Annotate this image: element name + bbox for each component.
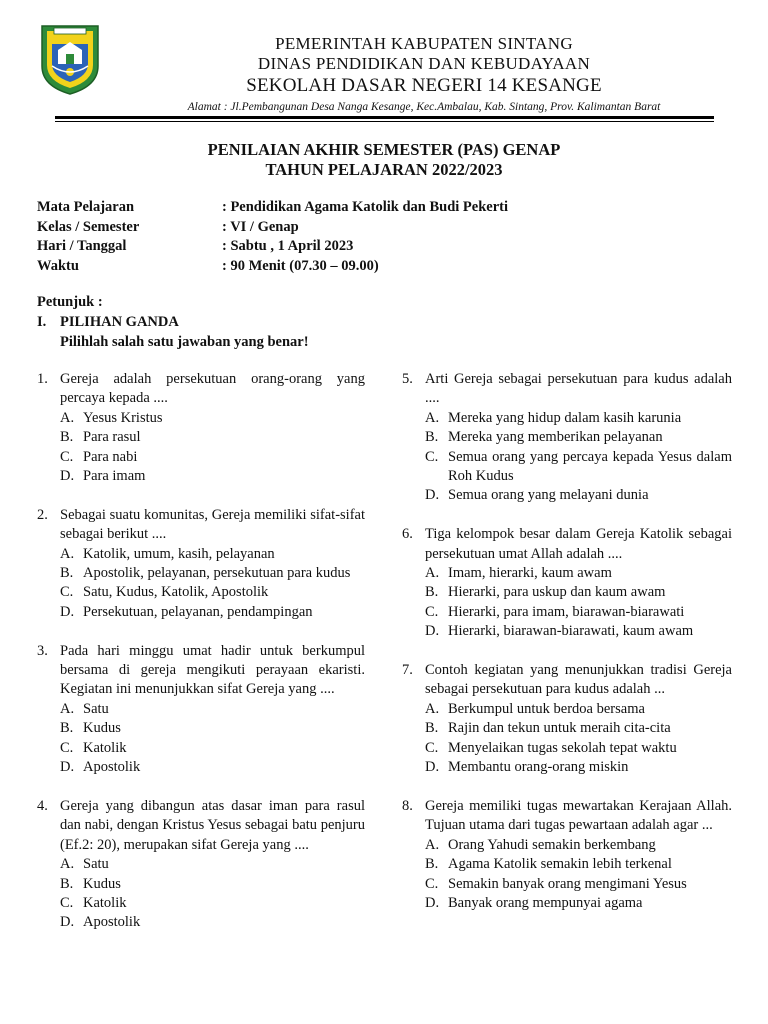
question-text: Gereja yang dibangun atas dasar iman para rasul dan nabi, dengan Kristus Yesus sebagai batu penjuru (Ef.2: 20), merupakan sifat Gereja yang .... (60, 797, 365, 853)
option-text: Berkumpul untuk berdoa bersama (448, 700, 645, 717)
question-number: 5. (402, 371, 413, 387)
exam-info (37, 198, 557, 276)
info-value: : Pendidikan Agama Katolik dan Budi Pekerti (222, 199, 509, 215)
option-text: Hierarki, para imam, biarawan-biarawati (448, 603, 685, 620)
letterhead-rule-thick (55, 116, 714, 119)
question-number: 3. (37, 642, 48, 659)
option-letter: D. (60, 914, 75, 931)
answer-option (402, 758, 732, 777)
answer-option (402, 855, 732, 874)
option-text: Semua orang yang percaya kepada Yesus dalam Roh Kudus (448, 448, 732, 485)
answer-option (37, 719, 365, 738)
option-text: Hierarki, para uskup dan kaum awam (448, 584, 666, 601)
answer-option (37, 409, 365, 428)
question-text: Gereja memiliki tugas mewartakan Kerajaan Allah. Tujuan utama dari tugas pewartaan adalah agar ... (425, 797, 732, 834)
answer-option (37, 700, 365, 719)
question-number: 7. (402, 662, 413, 679)
option-letter: C. (60, 448, 74, 465)
info-row (37, 237, 557, 257)
question-number: 2. (37, 506, 48, 523)
answer-option (37, 564, 365, 583)
answer-option (402, 583, 732, 602)
option-text: Mereka yang memberikan pelayanan (448, 429, 663, 446)
option-text: Kudus (83, 720, 121, 737)
answer-option (402, 719, 732, 738)
info-value: : Sabtu , 1 April 2023 (222, 238, 354, 254)
info-value: : 90 Menit (07.30 – 09.00) (222, 257, 379, 274)
option-letter: D. (425, 759, 440, 776)
option-letter: D. (425, 487, 440, 504)
question-stem (402, 797, 732, 836)
option-text: Apostolik, pelayanan, persekutuan para kudus (83, 565, 351, 582)
info-row (37, 257, 557, 277)
question-text: Pada hari minggu umat hadir untuk berkumpul bersama di gereja mengikuti perayaan ekaristi. Kegiatan ini menunjukkan sifat Gereja yang .... (60, 642, 365, 698)
answer-option (402, 875, 732, 894)
question-stem (402, 661, 732, 700)
answer-option (37, 428, 365, 447)
question-text: Contoh kegiatan yang menunjukkan tradisi Gereja sebagai persekutuan para kudus adalah ... (425, 662, 732, 698)
question-number: 8. (402, 797, 413, 814)
section-title: PILIHAN GANDA (60, 314, 179, 330)
question-stem (37, 642, 365, 700)
option-letter: B. (60, 429, 74, 446)
option-text: Persekutuan, pelayanan, pendampingan (83, 603, 313, 620)
question-stem (37, 506, 365, 545)
option-letter: A. (60, 545, 75, 562)
info-label: Hari / Tanggal (37, 238, 127, 254)
answer-option (402, 603, 732, 622)
info-row (37, 218, 557, 238)
option-text: Menyelaikan tugas sekolah tepat waktu (448, 739, 677, 756)
answer-option (37, 583, 365, 602)
answer-option (402, 409, 732, 428)
option-text: Kudus (83, 875, 121, 892)
answer-option (37, 913, 365, 932)
option-text: Para rasul (83, 429, 141, 446)
option-letter: A. (425, 700, 440, 717)
answer-option (37, 855, 365, 874)
option-text: Katolik (83, 739, 127, 756)
info-row (37, 198, 557, 218)
question-stem (402, 525, 732, 564)
option-text: Satu (83, 856, 109, 873)
option-letter: A. (425, 565, 440, 582)
questions-column-left (37, 370, 365, 952)
answer-option (402, 564, 732, 583)
info-label: Mata Pelajaran (37, 199, 135, 215)
exam-title-line1: PENILAIAN AKHIR SEMESTER (PAS) GENAP (207, 140, 561, 159)
answer-option (37, 545, 365, 564)
info-label: Kelas / Semester (37, 218, 140, 235)
department-name: DINAS PENDIDIKAN DAN KEBUDAYAAN (257, 54, 591, 73)
info-value: : VI / Genap (222, 218, 299, 235)
section-instruction: Pilihlah salah satu jawaban yang benar! (60, 334, 309, 350)
option-text: Para imam (83, 468, 146, 485)
question-text: Gereja adalah persekutuan orang-orang yang percaya kepada .... (60, 371, 365, 407)
answer-option (37, 894, 365, 913)
option-letter: D. (60, 603, 75, 620)
question-item (402, 661, 732, 777)
question-number: 6. (402, 526, 413, 543)
answer-option (37, 875, 365, 894)
answer-option (37, 758, 365, 777)
option-text: Yesus Kristus (83, 409, 163, 426)
option-text: Rajin dan tekun untuk meraih cita-cita (448, 720, 671, 737)
option-text: Membantu orang-orang miskin (448, 759, 629, 776)
option-letter: B. (425, 429, 439, 446)
answer-option (37, 448, 365, 467)
question-item (402, 797, 732, 913)
info-label: Waktu (37, 257, 79, 274)
question-item (37, 642, 365, 778)
exam-title (0, 140, 768, 180)
option-text: Agama Katolik semakin lebih terkenal (448, 856, 672, 873)
option-letter: B. (425, 584, 439, 601)
answer-option (402, 486, 732, 505)
option-text: Para nabi (83, 448, 138, 465)
answer-option (402, 894, 732, 913)
government-name: PEMERINTAH KABUPATEN SINTANG (275, 34, 573, 53)
option-letter: C. (60, 739, 74, 756)
letterhead-rule-thin (55, 121, 714, 122)
option-letter: D. (425, 894, 440, 911)
district-crest-icon (38, 20, 102, 96)
question-text: Tiga kelompok besar dalam Gereja Katolik sebagai persekutuan umat Allah adalah .... (425, 526, 732, 562)
option-letter: B. (60, 565, 74, 582)
option-letter: B. (425, 856, 439, 873)
option-text: Satu, Kudus, Katolik, Apostolik (83, 584, 269, 601)
instructions-heading: Petunjuk : (37, 294, 103, 310)
option-letter: C. (425, 875, 439, 892)
answer-option (402, 700, 732, 719)
option-letter: A. (60, 856, 75, 873)
school-name: SEKOLAH DASAR NEGERI 14 KESANGE (246, 75, 602, 96)
option-letter: B. (60, 720, 74, 737)
option-text: Katolik, umum, kasih, pelayanan (83, 545, 275, 562)
answer-option (402, 448, 732, 487)
question-stem (402, 370, 732, 409)
option-text: Katolik (83, 894, 127, 911)
option-text: Hierarki, biarawan-biarawati, kaum awam (448, 623, 694, 640)
answer-option (402, 428, 732, 447)
option-letter: A. (60, 409, 75, 426)
option-letter: B. (425, 720, 439, 737)
answer-option (402, 622, 732, 641)
instructions (37, 292, 309, 352)
option-letter: C. (60, 584, 74, 601)
school-address: Alamat : Jl.Pembangunan Desa Nanga Kesange, Kec.Ambalau, Kab. Sintang, Prov. Kalimantan Barat (187, 101, 661, 113)
question-item (37, 797, 365, 933)
answer-option (402, 836, 732, 855)
option-text: Semakin banyak orang mengimani Yesus (448, 875, 687, 892)
question-stem (37, 370, 365, 409)
option-letter: C. (425, 448, 439, 465)
option-letter: D. (60, 759, 75, 776)
question-text: Arti Gereja sebagai persekutuan para kudus adalah .... (425, 371, 732, 407)
option-letter: A. (425, 409, 440, 426)
question-item (37, 370, 365, 486)
question-text: Sebagai suatu komunitas, Gereja memiliki sifat-sifat sebagai berikut .... (60, 506, 365, 543)
answer-option (37, 603, 365, 622)
option-letter: B. (60, 875, 74, 892)
option-letter: A. (425, 836, 440, 853)
question-number: 1. (37, 371, 48, 387)
question-stem (37, 797, 365, 855)
question-item (37, 506, 365, 622)
section-number: I. (37, 314, 47, 330)
option-letter: A. (60, 700, 75, 717)
option-text: Imam, hierarki, kaum awam (448, 565, 612, 582)
letterhead (100, 34, 748, 115)
option-text: Semua orang yang melayani dunia (448, 487, 649, 504)
option-letter: C. (425, 603, 439, 620)
answer-option (37, 467, 365, 486)
question-number: 4. (37, 797, 48, 814)
option-letter: D. (60, 468, 75, 485)
option-text: Apostolik (83, 914, 141, 931)
option-text: Mereka yang hidup dalam kasih karunia (448, 409, 682, 426)
section-heading (37, 312, 309, 332)
answer-option (402, 739, 732, 758)
option-text: Banyak orang mempunyai agama (448, 894, 643, 911)
option-text: Satu (83, 700, 109, 717)
option-letter: D. (425, 623, 440, 640)
option-letter: C. (60, 894, 74, 911)
question-item (402, 525, 732, 641)
exam-title-line2: TAHUN PELAJARAN 2022/2023 (265, 160, 503, 179)
questions-column-right (402, 370, 732, 933)
option-letter: C. (425, 739, 439, 756)
question-item (402, 370, 732, 506)
answer-option (37, 739, 365, 758)
option-text: Apostolik (83, 759, 141, 776)
option-text: Orang Yahudi semakin berkembang (448, 836, 656, 853)
